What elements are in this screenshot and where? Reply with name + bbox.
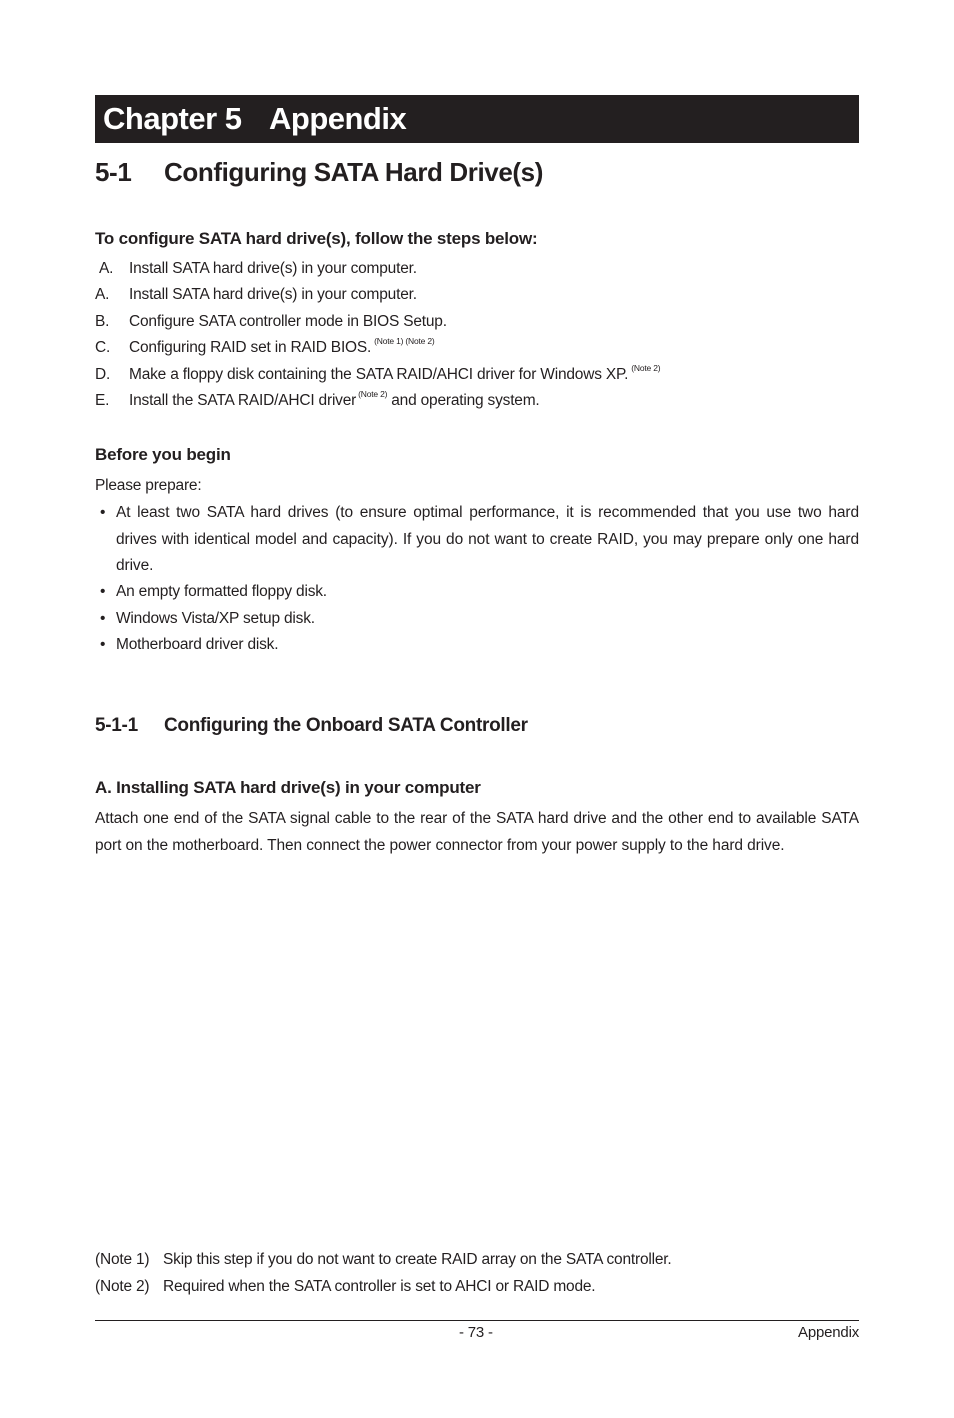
step-note-ref: (Note 2) xyxy=(358,389,388,399)
note-label: (Note 1) xyxy=(95,1251,150,1268)
bullet-icon: • xyxy=(100,504,106,521)
step-letter: E. xyxy=(95,392,110,409)
install-heading: A. Installing SATA hard drive(s) in your computer xyxy=(95,778,481,797)
note-label: (Note 2) xyxy=(95,1278,150,1295)
step-line xyxy=(129,364,660,387)
note-text: Skip this step if you do not want to create RAID array on the SATA controller. xyxy=(163,1251,672,1268)
subsection-title: Configuring the Onboard SATA Controller xyxy=(164,715,528,736)
chapter-banner xyxy=(95,95,859,143)
step-text: Install SATA hard drive(s) in your computer. xyxy=(129,286,417,303)
steps-heading: To configure SATA hard drive(s), follow the steps below: xyxy=(95,229,538,248)
step-letter: B. xyxy=(95,313,110,330)
list-item: At least two SATA hard drives (to ensure optimal performance, it is recommended that you use two hard drives with identical model and capacity). If you do not want to create RAID, you may prepare only one hard drive. xyxy=(116,504,859,574)
note-text: Required when the SATA controller is set to AHCI or RAID mode. xyxy=(163,1278,596,1295)
step-text: Configuring RAID set in RAID BIOS. xyxy=(129,339,372,356)
step-line xyxy=(129,390,540,413)
step-note-ref: (Note 2) xyxy=(631,363,661,373)
footer-rule xyxy=(95,1320,859,1321)
list-item: Windows Vista/XP setup disk. xyxy=(116,610,315,627)
bullet-icon: • xyxy=(100,636,106,653)
step-letter: D. xyxy=(95,366,111,383)
list-item: Motherboard driver disk. xyxy=(116,636,279,653)
bullet-icon: • xyxy=(100,583,106,600)
bullet-icon: • xyxy=(100,610,106,627)
step-note-ref: (Note 1) (Note 2) xyxy=(374,336,435,346)
step-letter: C. xyxy=(95,339,111,356)
subsection-number: 5-1-1 xyxy=(95,715,138,736)
footer-section: Appendix xyxy=(798,1324,859,1341)
before-intro: Please prepare: xyxy=(95,477,202,494)
step-text-after: and operating system. xyxy=(391,392,540,409)
before-heading: Before you begin xyxy=(95,445,231,464)
section-title: Configuring SATA Hard Drive(s) xyxy=(164,157,543,187)
step-text: Configure SATA controller mode in BIOS Setup. xyxy=(129,313,447,330)
step-text: Make a floppy disk containing the SATA RAID/AHCI driver for Windows XP. xyxy=(129,366,629,383)
list-item: An empty formatted floppy disk. xyxy=(116,583,327,600)
step-text: Install SATA hard drive(s) in your computer. xyxy=(129,260,417,277)
chapter-number: Chapter 5 xyxy=(103,101,242,136)
step-text: Install the SATA RAID/AHCI driver xyxy=(129,392,357,409)
step-letter: A. xyxy=(99,260,114,277)
step-letter: A. xyxy=(95,286,110,303)
install-body: Attach one end of the SATA signal cable to the rear of the SATA hard drive and the other end to available SATA port on the motherboard. Then connect the power connector from your power supply to the hard drive. xyxy=(95,810,859,854)
step-line xyxy=(129,337,435,360)
section-number: 5-1 xyxy=(95,157,132,187)
chapter-name: Appendix xyxy=(269,101,407,136)
page-number: - 73 - xyxy=(459,1324,493,1341)
